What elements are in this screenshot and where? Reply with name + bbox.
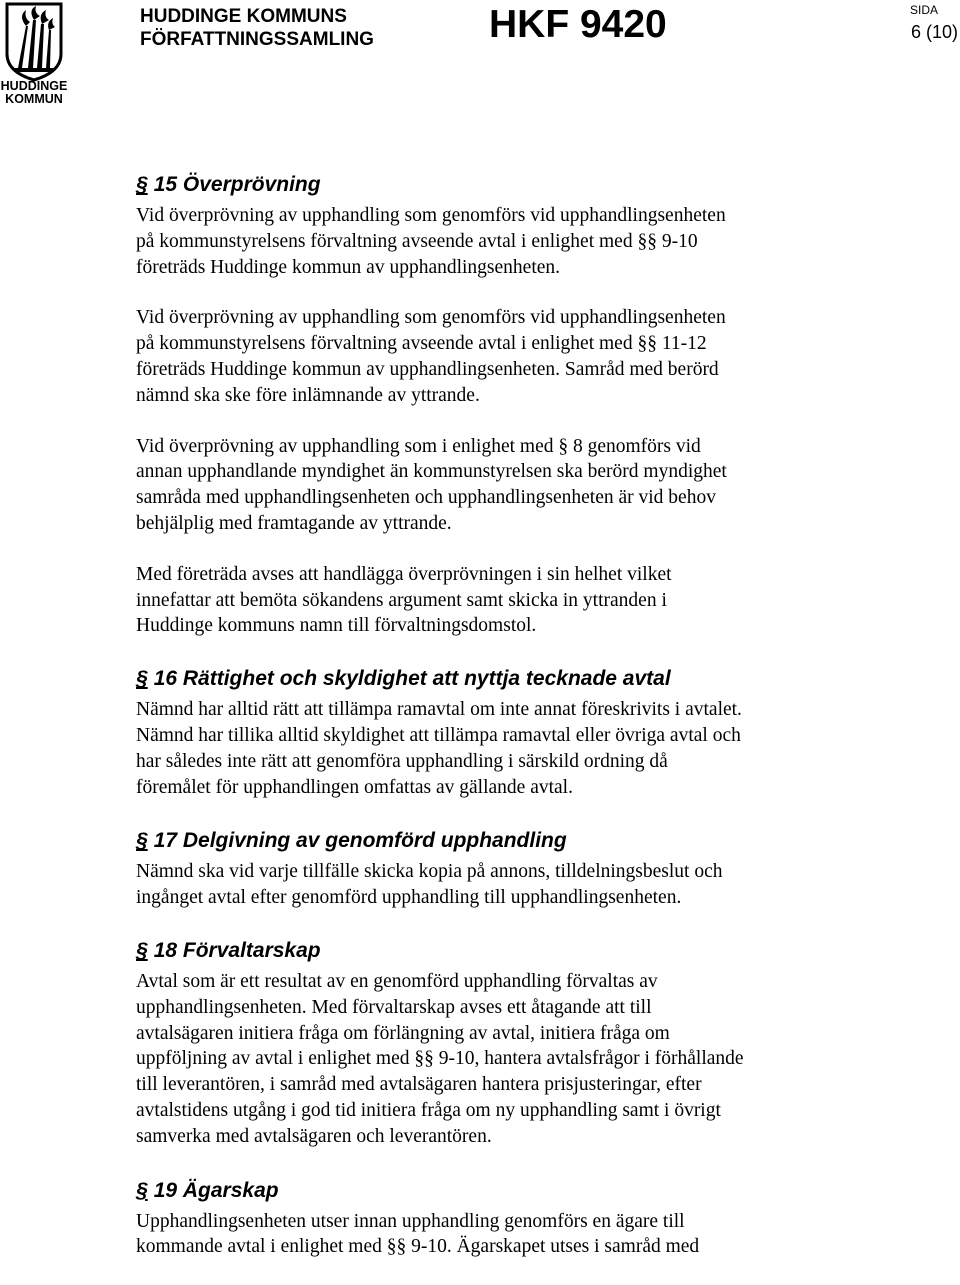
- text-line: ingånget avtal efter genomförd upphandling till upphandlingsenheten.: [136, 887, 682, 909]
- org-line2: FÖRFATTNINGSSAMLING: [140, 29, 374, 50]
- section-heading: [136, 170, 846, 200]
- section-heading: [136, 936, 846, 966]
- page-number: 6 (10): [910, 22, 958, 42]
- paragraph: [136, 969, 846, 1150]
- text-line: behjälplig med framtagande av yttrande.: [136, 512, 452, 534]
- text-line: föremålet för upphandlingen omfattas av gällande avtal.: [136, 776, 573, 798]
- paragraph: [136, 562, 846, 639]
- paragraph-symbol: §: [136, 938, 148, 962]
- text-line: till leverantören, i samråd med avtalsägaren hantera prisjusteringar, efter: [136, 1074, 702, 1096]
- page-label: SIDA: [909, 3, 938, 17]
- text-line: Upphandlingsenheten utser innan upphandling genomförs en ägare till: [136, 1210, 685, 1232]
- text-line: företräds Huddinge kommun av upphandlingsenheten.: [136, 256, 561, 278]
- paragraph: [136, 697, 846, 800]
- paragraph-symbol: §: [136, 173, 148, 196]
- section-title: 15 Överprövning: [153, 173, 321, 196]
- logo-text-line2: KOMMUN: [5, 92, 63, 106]
- section-heading: [136, 1176, 846, 1206]
- text-line: avtalsägaren initiera fråga om förlängning av avtal, initiera fråga om: [136, 1022, 670, 1044]
- section-17: [136, 826, 846, 911]
- paragraph: [136, 305, 846, 408]
- text-line: upphandlingsenheten. Med förvaltarskap avses ett åtagande att till: [136, 996, 652, 1018]
- text-line: samråda med upphandlingsenheten och upphandlingsenheten är vid behov: [136, 487, 716, 509]
- section-heading: [136, 826, 846, 856]
- section-title: 17 Delgivning av genomförd upphandling: [153, 829, 567, 853]
- section-title: 18 Förvaltarskap: [153, 938, 321, 962]
- paragraph: [136, 203, 846, 280]
- text-line: annan upphandlande myndighet än kommunstyrelsen ska berörd myndighet: [136, 461, 727, 483]
- section-18: [136, 936, 846, 1150]
- text-line: har således inte rätt att genomföra upphandling i särskild ordning då: [136, 750, 668, 772]
- section-19: [136, 1176, 846, 1261]
- text-line: på kommunstyrelsens förvaltning avseende avtal i enlighet med §§ 11-12: [136, 333, 707, 355]
- page-header: [0, 0, 960, 110]
- text-line: nämnd ska ske före inlämnande av yttrande.: [136, 384, 480, 406]
- paragraph: [136, 859, 846, 911]
- text-line: Med företräda avses att handlägga överprövningen i sin helhet vilket: [136, 563, 672, 585]
- text-line: Vid överprövning av upphandling som genomförs vid upphandlingsenheten: [136, 307, 726, 329]
- paragraph-symbol: §: [136, 1178, 148, 1202]
- section-title: 19 Ägarskap: [153, 1178, 279, 1202]
- paragraph-symbol: §: [136, 667, 148, 691]
- section-title: 16 Rättighet och skyldighet att nyttja tecknade avtal: [153, 667, 671, 691]
- logo-text-line1: HUDDINGE: [0, 79, 68, 93]
- organization-name: [140, 5, 374, 51]
- paragraph-symbol: §: [136, 829, 148, 853]
- text-line: Nämnd har tillika alltid skyldighet att tillämpa ramavtal eller övriga avtal och: [136, 724, 741, 746]
- document-body: [136, 170, 846, 1285]
- text-line: uppföljning av avtal i enlighet med §§ 9-10, hantera avtalsfrågor i förhållande: [136, 1048, 744, 1070]
- section-heading: [136, 664, 846, 694]
- text-line: Avtal som är ett resultat av en genomförd upphandling förvaltas av: [136, 970, 658, 992]
- text-line: kommande avtal i enlighet med §§ 9-10. Ägarskapet utses i samråd med: [136, 1236, 700, 1258]
- text-line: på kommunstyrelsens förvaltning avseende avtal i enlighet med §§ 9-10: [136, 230, 698, 252]
- text-line: Nämnd ska vid varje tillfälle skicka kopia på annons, tilldelningsbeslut och: [136, 861, 723, 883]
- section-16: [136, 664, 846, 800]
- text-line: Nämnd har alltid rätt att tillämpa ramavtal om inte annat föreskrivits i avtalet.: [136, 699, 742, 721]
- paragraph: [136, 434, 846, 537]
- org-line1: HUDDINGE KOMMUNS: [140, 6, 347, 27]
- text-line: avtalstidens utgång i god tid initiera fråga om ny upphandling samt i övrigt: [136, 1099, 721, 1121]
- text-line: samverka med avtalsägaren och leverantören.: [136, 1125, 492, 1147]
- text-line: innefattar att bemöta sökandens argument samt skicka in yttranden i: [136, 589, 667, 611]
- document-code: HKF 9420: [489, 3, 667, 46]
- section-15: [136, 170, 846, 639]
- text-line: Vid överprövning av upphandling som i enlighet med § 8 genomförs vid: [136, 435, 701, 457]
- text-line: Huddinge kommuns namn till förvaltningsdomstol.: [136, 615, 537, 637]
- logo-wordmark: [0, 80, 68, 106]
- text-line: Vid överprövning av upphandling som genomförs vid upphandlingsenheten: [136, 205, 726, 226]
- text-line: företräds Huddinge kommun av upphandlingsenheten. Samråd med berörd: [136, 358, 719, 380]
- paragraph: [136, 1209, 846, 1261]
- coat-of-arms-icon: [4, 2, 64, 82]
